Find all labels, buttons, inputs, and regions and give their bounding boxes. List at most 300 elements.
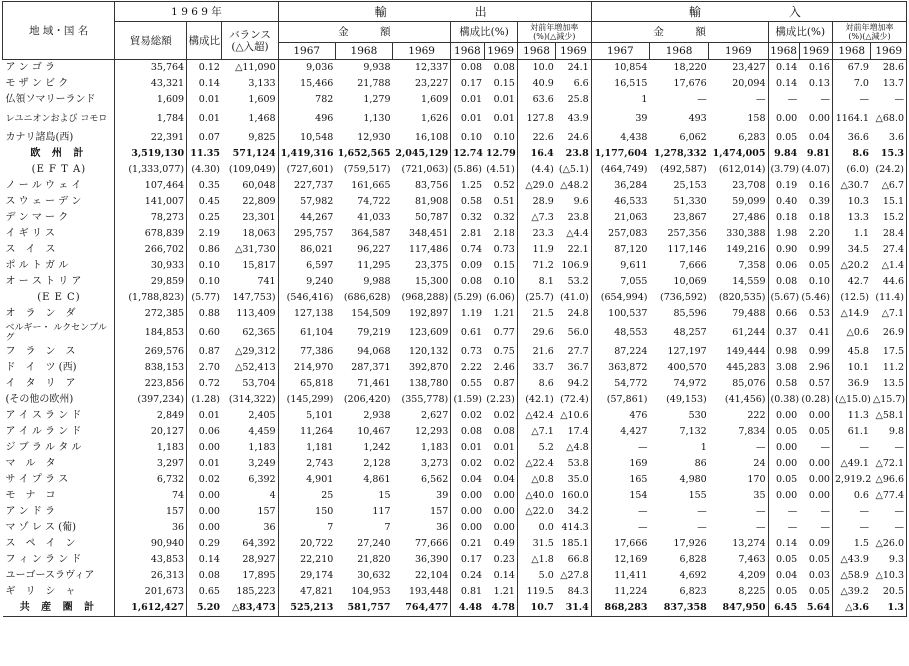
year-header: 1968 xyxy=(649,43,708,60)
table-cell: △68.0 xyxy=(871,108,907,130)
year-header: 1969 xyxy=(556,43,591,60)
year-header: 1968 xyxy=(335,43,392,60)
table-cell: 6,732 xyxy=(115,472,187,488)
table-cell: (0.38) xyxy=(768,392,799,408)
table-cell: 0.04 xyxy=(808,132,830,143)
table-cell: (727,601) xyxy=(278,162,335,178)
table-cell: 24.6 xyxy=(567,132,589,143)
table-row xyxy=(3,488,907,504)
row-label: カナリ諸島(西) xyxy=(5,132,74,143)
table-cell: 2.70 xyxy=(187,360,222,376)
table-cell: 113,409 xyxy=(236,308,276,319)
table-cell: 0.06 xyxy=(768,258,799,274)
table-cell: 78,273 xyxy=(115,210,187,226)
table-cell: 6,597 xyxy=(278,258,335,274)
table-cell: △7.3 xyxy=(517,210,555,226)
table-cell: 0.73 xyxy=(493,244,515,255)
table-cell: 1,468 xyxy=(248,113,276,124)
table-cell: 266,702 xyxy=(115,242,187,258)
table-cell: △96.6 xyxy=(871,472,907,488)
table-cell: (57,861) xyxy=(591,392,649,408)
table-cell: 36,390 xyxy=(415,554,449,565)
table-cell: 0.10 xyxy=(451,130,484,146)
table-cell: 0.16 xyxy=(808,180,830,191)
row-label: ポ ル ト ガ ル xyxy=(5,260,69,271)
table-cell: 23,375 xyxy=(415,260,449,271)
table-cell: 445,283 xyxy=(726,362,766,373)
table-cell: 272,385 xyxy=(115,306,187,322)
row-label: フ ィ ン ラ ン ド xyxy=(5,554,82,565)
table-cell: △4.8 xyxy=(566,442,589,453)
table-row xyxy=(3,536,907,552)
table-cell: 127,197 xyxy=(667,346,707,357)
table-cell: 44.6 xyxy=(871,274,907,290)
table-cell: 1,626 xyxy=(421,113,449,124)
table-cell: — xyxy=(591,520,649,536)
table-cell: 2,743 xyxy=(278,456,335,472)
table-cell: 17,895 xyxy=(242,570,276,581)
table-cell: 27,240 xyxy=(357,538,391,549)
table-cell: 0.51 xyxy=(493,196,515,207)
table-cell: 0.00 xyxy=(187,504,222,520)
table-cell: — xyxy=(832,440,870,456)
table-cell: 20.5 xyxy=(871,584,907,600)
table-cell: 0.61 xyxy=(451,322,484,344)
table-cell: 0.14 xyxy=(493,570,515,581)
table-cell: △10.3 xyxy=(871,568,907,584)
table-cell: 0.09 xyxy=(451,258,484,274)
table-cell: 3,297 xyxy=(115,456,187,472)
table-cell: — xyxy=(591,440,649,456)
year-header: 1967 xyxy=(591,43,649,60)
table-cell: 0.05 xyxy=(768,424,799,440)
table-cell: 23,708 xyxy=(732,180,766,191)
table-cell: 1164.1 xyxy=(832,108,870,130)
table-cell: 0.08 xyxy=(451,274,484,290)
table-cell: — xyxy=(756,442,766,453)
table-cell: 28.6 xyxy=(871,60,907,77)
table-cell: 127.8 xyxy=(517,108,555,130)
table-cell: 185.1 xyxy=(561,538,589,549)
table-cell: (1,333,077) xyxy=(115,162,187,178)
table-cell: 0.10 xyxy=(493,132,515,143)
table-row xyxy=(3,504,907,520)
table-cell: 57,982 xyxy=(278,194,335,210)
table-cell: 81,908 xyxy=(415,196,449,207)
row-label: ス イ ス xyxy=(5,244,56,255)
table-cell: 21.6 xyxy=(517,344,555,360)
table-cell: 71,461 xyxy=(357,378,391,389)
table-cell: 0.00 xyxy=(768,488,799,504)
export-growth-header: 対前年増加率 (%)(△減少) xyxy=(517,22,591,43)
table-cell: 192,897 xyxy=(408,308,449,319)
table-cell: (49,153) xyxy=(666,394,707,405)
table-cell: 0.05 xyxy=(768,552,799,568)
table-cell: — xyxy=(697,506,707,517)
row-label: ギ リ シ ャ xyxy=(5,586,76,597)
table-cell: 1,183 xyxy=(421,442,449,453)
table-cell: 0.04 xyxy=(493,474,515,485)
table-row xyxy=(3,162,907,178)
table-cell: 4.48 xyxy=(451,600,484,617)
table-cell: 9.81 xyxy=(806,148,830,159)
table-cell: 0.52 xyxy=(493,180,515,191)
table-cell: 3,519,130 xyxy=(115,146,187,162)
table-cell: 87,120 xyxy=(591,242,649,258)
table-cell: — xyxy=(768,92,799,108)
table-cell: 44,267 xyxy=(278,210,335,226)
table-cell: 23.8 xyxy=(565,148,589,159)
table-cell: 64,392 xyxy=(242,538,276,549)
table-cell: 157 xyxy=(115,504,187,520)
table-cell: 0.32 xyxy=(493,212,515,223)
table-cell: △40.0 xyxy=(517,488,555,504)
table-cell: (4.30) xyxy=(187,162,222,178)
table-cell: 36.7 xyxy=(567,362,589,373)
table-cell: 7,132 xyxy=(679,426,707,437)
table-cell: (397,234) xyxy=(115,392,187,408)
table-cell: 21,063 xyxy=(591,210,649,226)
row-label: デ ン マ ー ク xyxy=(5,212,69,223)
table-cell: 581,757 xyxy=(335,600,392,617)
table-cell: 0.08 xyxy=(451,424,484,440)
table-cell: — xyxy=(591,504,649,520)
table-cell: 90,940 xyxy=(115,536,187,552)
share-header: 構成比 xyxy=(187,22,222,60)
table-cell: 0.29 xyxy=(187,536,222,552)
table-cell: 4,861 xyxy=(363,474,391,485)
row-label: ア イ ス ラ ン ド xyxy=(5,410,82,421)
table-cell: 10,854 xyxy=(591,60,649,77)
table-cell: 0.08 xyxy=(451,60,484,77)
table-cell: — xyxy=(832,504,870,520)
table-cell: 9,825 xyxy=(248,132,276,143)
table-cell: 61,104 xyxy=(278,322,335,344)
table-cell: 31.5 xyxy=(517,536,555,552)
table-cell: 26,313 xyxy=(115,568,187,584)
table-cell: 20,722 xyxy=(278,536,335,552)
table-cell: 496 xyxy=(278,108,335,130)
table-cell: △6.7 xyxy=(871,178,907,194)
table-cell: 10,069 xyxy=(673,276,707,287)
table-cell: 34.5 xyxy=(832,242,870,258)
table-cell: 0.08 xyxy=(493,426,515,437)
table-cell: 41,033 xyxy=(357,212,391,223)
table-cell: (41.0) xyxy=(560,292,589,303)
table-cell: △49.1 xyxy=(832,456,870,472)
table-cell: △77.4 xyxy=(871,488,907,504)
table-cell: 330,388 xyxy=(726,228,766,239)
balance-header: バランス (△入超) xyxy=(222,22,278,60)
row-label: ベルギー・ ルクセンブルグ xyxy=(5,323,107,343)
table-row xyxy=(3,360,907,376)
year-header: 1969 xyxy=(709,43,768,60)
table-row xyxy=(3,456,907,472)
table-cell: 5.0 xyxy=(517,568,555,584)
table-cell: 868,283 xyxy=(591,600,649,617)
table-cell: 525,213 xyxy=(278,600,335,617)
table-cell: △43.9 xyxy=(832,552,870,568)
table-cell: 0.09 xyxy=(808,538,830,549)
table-cell: 83,756 xyxy=(415,180,449,191)
table-row xyxy=(3,306,907,322)
table-cell: 29.6 xyxy=(517,322,555,344)
table-cell: 39 xyxy=(436,490,449,501)
table-row xyxy=(3,274,907,290)
table-cell: 0.00 xyxy=(451,520,484,536)
table-cell: 4,692 xyxy=(679,570,707,581)
table-cell: 1,278,332 xyxy=(653,148,707,159)
table-cell: △1.4 xyxy=(871,258,907,274)
table-cell: 117,486 xyxy=(408,244,449,255)
table-cell: 0.04 xyxy=(451,472,484,488)
table-cell: 0.18 xyxy=(768,210,799,226)
table-cell: 79,219 xyxy=(357,327,391,338)
import-growth-header: 対前年増加率 (%)(△減少) xyxy=(832,22,906,43)
table-cell: 364,587 xyxy=(351,228,391,239)
table-cell: 4,209 xyxy=(738,570,766,581)
table-cell: △14.9 xyxy=(832,306,870,322)
table-cell: 0.02 xyxy=(187,472,222,488)
year-1969-header: 1 9 6 9 年 xyxy=(115,2,278,22)
table-cell: — xyxy=(871,504,907,520)
table-cell: △58.9 xyxy=(832,568,870,584)
table-cell: 0.74 xyxy=(451,242,484,258)
table-cell: (11.4) xyxy=(871,290,907,306)
table-cell: 764,477 xyxy=(393,600,451,617)
table-cell: 6,062 xyxy=(679,132,707,143)
table-cell: 158 xyxy=(747,113,766,124)
table-cell: 2,849 xyxy=(115,408,187,424)
table-cell: 65,818 xyxy=(278,376,335,392)
table-cell: △7.1 xyxy=(517,424,555,440)
table-cell: 79,488 xyxy=(732,308,766,319)
table-cell: 0.02 xyxy=(451,408,484,424)
table-cell: 35,764 xyxy=(115,60,187,77)
table-cell: 160.0 xyxy=(561,490,589,501)
table-cell: △11,090 xyxy=(235,62,276,73)
table-cell: (0.28) xyxy=(801,394,830,405)
table-cell: (4.07) xyxy=(801,164,830,175)
row-label: イ ギ リ ス xyxy=(5,228,56,239)
table-cell: 15 xyxy=(378,490,391,501)
table-cell: 0.23 xyxy=(493,554,515,565)
table-cell: 43,321 xyxy=(115,76,187,92)
table-cell: 29,859 xyxy=(115,274,187,290)
row-label: ア ン ド ラ xyxy=(5,506,56,517)
table-cell: 94.2 xyxy=(567,378,589,389)
table-cell: 0.17 xyxy=(451,76,484,92)
table-cell: 16,108 xyxy=(415,132,449,143)
table-cell: (820,535) xyxy=(718,292,766,303)
row-label: モ ザ ン ビ ク xyxy=(5,78,69,89)
table-cell: 96,227 xyxy=(357,244,391,255)
table-cell: 1,609 xyxy=(421,94,449,105)
table-cell: 6.6 xyxy=(573,78,589,89)
table-cell: 9,611 xyxy=(591,258,649,274)
table-row xyxy=(3,392,907,408)
table-cell: 0.14 xyxy=(768,76,799,92)
table-row xyxy=(3,520,907,536)
row-label: 欧 州 計 xyxy=(30,148,88,159)
table-cell: 169 xyxy=(591,456,649,472)
table-cell: 3.6 xyxy=(871,130,907,146)
table-cell: 193,448 xyxy=(408,586,449,597)
table-cell: — xyxy=(697,94,707,105)
table-cell: 12,930 xyxy=(357,132,391,143)
table-cell: 21,788 xyxy=(357,78,391,89)
table-cell: 25,153 xyxy=(673,180,707,191)
table-cell: △30.7 xyxy=(832,178,870,194)
table-cell: 0.99 xyxy=(808,244,830,255)
row-label: マ ゾ レ ス (葡) xyxy=(5,522,77,533)
table-cell: 12,293 xyxy=(415,426,449,437)
table-row xyxy=(3,344,907,360)
table-cell: 63.6 xyxy=(517,92,555,108)
table-cell: 27,486 xyxy=(732,212,766,223)
table-cell: 8.1 xyxy=(517,274,555,290)
table-cell: 5,101 xyxy=(278,408,335,424)
table-cell: (109,049) xyxy=(228,164,276,175)
table-cell: — xyxy=(820,94,830,105)
table-cell: 0.00 xyxy=(768,456,799,472)
row-label: (その他の欧州) xyxy=(5,394,74,405)
table-cell: 0.55 xyxy=(451,376,484,392)
table-cell: 0.17 xyxy=(451,552,484,568)
table-cell: 23,301 xyxy=(242,212,276,223)
table-row xyxy=(3,322,907,344)
imports-header: 輸 入 xyxy=(591,2,906,22)
trade-statistics-table xyxy=(2,1,907,617)
table-cell: 287,371 xyxy=(351,362,391,373)
table-cell: 11.2 xyxy=(871,360,907,376)
table-cell: (464,749) xyxy=(591,162,649,178)
table-cell: 11,411 xyxy=(591,568,649,584)
table-cell: 1,652,565 xyxy=(337,148,391,159)
table-cell: (4.51) xyxy=(486,164,515,175)
table-cell: 35.0 xyxy=(567,474,589,485)
table-row xyxy=(3,210,907,226)
table-cell: 1.3 xyxy=(871,600,907,617)
table-cell: △20.2 xyxy=(832,258,870,274)
table-cell: — xyxy=(768,520,799,536)
table-cell: 86,021 xyxy=(278,242,335,258)
table-cell: △39.2 xyxy=(832,584,870,600)
table-cell: 33.7 xyxy=(517,360,555,376)
table-cell: 0.39 xyxy=(808,196,830,207)
table-cell: — xyxy=(756,522,766,533)
table-cell: 104,953 xyxy=(351,586,391,597)
table-cell: 117 xyxy=(372,506,391,517)
table-cell: 348,451 xyxy=(408,228,449,239)
table-row xyxy=(3,130,907,146)
table-cell: 157 xyxy=(430,506,449,517)
table-cell: 13.5 xyxy=(871,376,907,392)
table-cell: (5.77) xyxy=(187,290,222,306)
table-cell: 0.65 xyxy=(187,584,222,600)
table-row xyxy=(3,76,907,92)
table-cell: 74,722 xyxy=(357,196,391,207)
table-row xyxy=(3,108,907,130)
table-cell: 1.5 xyxy=(832,536,870,552)
table-cell: 0.00 xyxy=(808,410,830,421)
table-cell: 155 xyxy=(688,490,707,501)
table-cell: 0.19 xyxy=(768,178,799,194)
table-cell: 86 xyxy=(694,458,707,469)
table-row xyxy=(3,290,907,306)
table-cell: 9,988 xyxy=(363,276,391,287)
import-amount-header: 金 額 xyxy=(591,22,768,43)
table-cell: 0.01 xyxy=(187,108,222,130)
table-cell: 23,427 xyxy=(732,62,766,73)
table-cell: 36 xyxy=(263,522,276,533)
table-cell: (546,416) xyxy=(278,290,335,306)
table-cell: 1,419,316 xyxy=(278,146,335,162)
table-cell: 0.00 xyxy=(451,504,484,520)
table-cell: 7,463 xyxy=(738,554,766,565)
table-row xyxy=(3,584,907,600)
table-cell: 1,784 xyxy=(115,108,187,130)
table-cell: △3.6 xyxy=(832,600,870,617)
table-cell: 4,427 xyxy=(591,424,649,440)
table-cell: 149,444 xyxy=(726,346,766,357)
table-cell: 1,612,427 xyxy=(115,600,187,617)
year-header: 1969 xyxy=(799,43,832,60)
table-cell: 0.21 xyxy=(451,536,484,552)
table-cell: 838,153 xyxy=(115,360,187,376)
table-cell: 0.01 xyxy=(187,92,222,108)
table-cell: 0.06 xyxy=(187,424,222,440)
row-label: ア ン ゴ ラ xyxy=(5,62,56,73)
table-cell: 9.84 xyxy=(768,146,799,162)
table-cell: 14,559 xyxy=(732,276,766,287)
table-cell: (968,288) xyxy=(401,292,449,303)
table-row xyxy=(3,60,907,77)
table-cell: 0.75 xyxy=(493,346,515,357)
table-cell: 1.1 xyxy=(832,226,870,242)
table-cell: 10,548 xyxy=(278,130,335,146)
year-header: 1969 xyxy=(484,43,517,60)
table-cell: 53,704 xyxy=(242,378,276,389)
table-cell: 400,570 xyxy=(667,362,707,373)
table-cell: 154 xyxy=(591,488,649,504)
table-cell: 12,337 xyxy=(415,62,449,73)
table-cell: 1.98 xyxy=(768,226,799,242)
table-cell: 29,174 xyxy=(278,568,335,584)
table-cell: 6,392 xyxy=(248,474,276,485)
table-cell: (4.4) xyxy=(517,162,555,178)
table-cell: 227,737 xyxy=(278,178,335,194)
table-cell: 2,045,129 xyxy=(395,148,449,159)
table-cell: (654,994) xyxy=(591,290,649,306)
table-cell: (206,420) xyxy=(343,394,391,405)
table-cell: 16.4 xyxy=(517,146,555,162)
table-cell: (612,014) xyxy=(718,164,766,175)
table-cell: 2,128 xyxy=(363,458,391,469)
table-row xyxy=(3,178,907,194)
table-cell: △0.6 xyxy=(832,322,870,344)
row-label: ア イ ル ラ ン ド xyxy=(5,426,82,437)
table-cell: 1 xyxy=(591,92,649,108)
table-cell: 51,330 xyxy=(673,196,707,207)
table-cell: 48,257 xyxy=(673,327,707,338)
table-row xyxy=(3,600,907,617)
table-cell: 0.05 xyxy=(768,130,799,146)
table-cell: 0.00 xyxy=(187,520,222,536)
table-cell: 61.1 xyxy=(832,424,870,440)
year-header: 1969 xyxy=(871,43,907,60)
table-cell: 28.4 xyxy=(871,226,907,242)
